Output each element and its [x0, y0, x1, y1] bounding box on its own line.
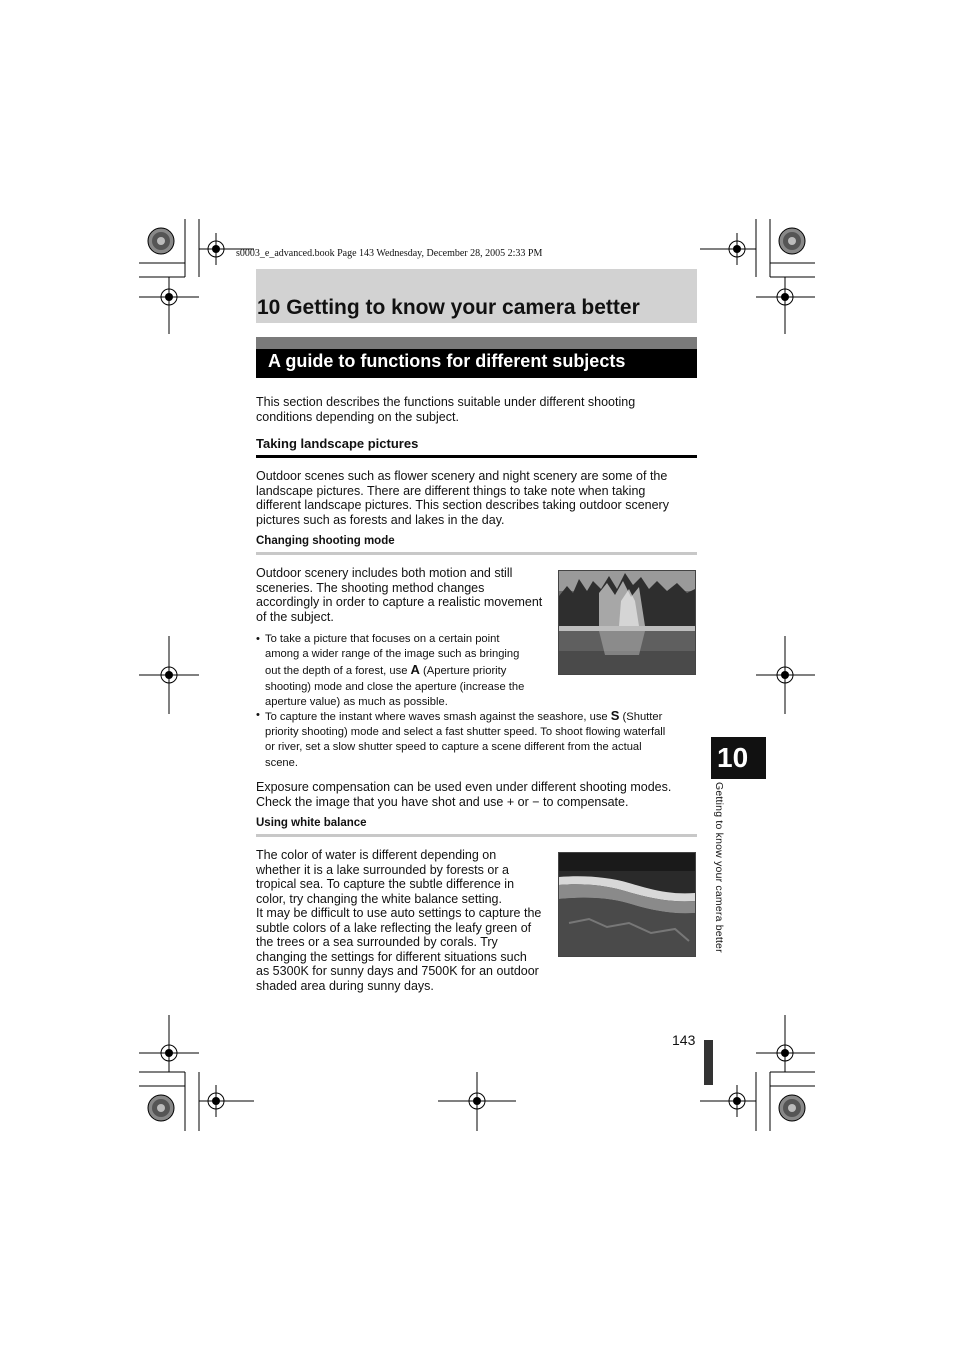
bullet-item-aperture — [256, 632, 555, 710]
forest-lake-image — [559, 571, 695, 674]
seashore-image — [559, 853, 695, 956]
landscape-paragraph — [256, 469, 669, 527]
exposure-paragraph — [256, 780, 671, 809]
subheading-rule — [256, 834, 697, 837]
bullet-line: scene. — [265, 756, 298, 769]
paragraph-line: subtle colors of a lake reflecting the leafy green of — [256, 920, 532, 935]
paragraph-line: shaded area during sunny days. — [256, 978, 434, 993]
bullet-dot: • — [256, 633, 260, 645]
intro-paragraph — [256, 395, 635, 424]
bullet-line — [265, 662, 555, 679]
chapter-title: 10 Getting to know your camera better — [257, 296, 640, 319]
paragraph-line: Check the image that you have shot and use + or − to compensate. — [256, 794, 629, 809]
bullet-dot: • — [256, 709, 260, 721]
paragraph-line: as 5300K for sunny days and 7500K for an outdoor — [256, 964, 539, 978]
book-header-line: s0003_e_advanced.book Page 143 Wednesday, December 28, 2005 2:33 PM — [236, 248, 543, 259]
heading-rule — [256, 455, 697, 458]
bullet-line: aperture value) as much as possible. — [265, 695, 448, 708]
shooting-mode-heading: Changing shooting mode — [256, 535, 395, 547]
paragraph-line: whether it is a lake surrounded by forests or a — [256, 862, 509, 877]
bullet-line: priority shooting) mode and select a fast shutter speed. To shoot flowing waterfall — [265, 726, 666, 739]
paragraph-line: color, try changing the white balance setting. — [256, 891, 502, 906]
shooting-mode-paragraph — [256, 566, 542, 624]
paragraph-line: sceneries. The shooting method changes — [256, 580, 485, 595]
paragraph-line: tropical sea. To capture the subtle difference in — [256, 877, 515, 891]
bullet-line: shooting) mode and close the aperture (increase the — [265, 680, 525, 693]
bullet-item-shutter — [256, 708, 705, 771]
paragraph-line: of the subject. — [256, 609, 334, 624]
bullet-text: To capture the instant where waves smash against the seashore, use — [265, 711, 611, 723]
paragraph-line: The color of water is different depending on — [256, 848, 497, 862]
bullet-line: or river, set a slow shutter speed to capture a scene different from the actual — [265, 741, 642, 754]
bullet-text: (Aperture priority — [419, 665, 507, 678]
paragraph-line: the trees or a sea surrounded by corals. Try — [256, 935, 498, 949]
intro-line: conditions depending on the subject. — [256, 409, 459, 424]
bullet-text: out the depth of a forest, use — [265, 665, 411, 678]
chapter-side-tab-number: 10 — [717, 742, 749, 773]
bullet-text: (Shutter — [619, 711, 663, 723]
paragraph-line: pictures such as forests and lakes in the day. — [256, 512, 505, 527]
bullet-line — [265, 708, 705, 725]
white-balance-heading: Using white balance — [256, 817, 367, 829]
chapter-side-tab-text: Getting to know your camera better — [713, 782, 725, 953]
page-number: 143 — [672, 1032, 696, 1048]
bullet-line: among a wider range of the image such as bringing — [265, 648, 520, 661]
paragraph-line: different landscape pictures. This section describes taking outdoor scenery — [256, 498, 669, 512]
paragraph-line: Outdoor scenery includes both motion and still — [256, 566, 513, 580]
paragraph-line: Exposure compensation can be used even under different shooting modes. — [256, 780, 672, 794]
white-balance-paragraph — [256, 848, 541, 993]
aperture-mode-letter: A — [410, 662, 420, 678]
shutter-mode-letter: S — [610, 708, 620, 723]
paragraph-line: landscape pictures. There are different things to take note when taking — [256, 483, 646, 498]
paragraph-line: It may be difficult to use auto settings to capture the — [256, 906, 542, 920]
section-bar-accent — [256, 337, 697, 349]
landscape-heading: Taking landscape pictures — [256, 436, 419, 451]
paragraph-line: changing the settings for different situations such — [256, 949, 527, 964]
subheading-rule — [256, 552, 697, 555]
page-number-bar — [704, 1040, 713, 1085]
intro-line: This section describes the functions suitable under different shooting — [256, 395, 636, 409]
bullet-line: To take a picture that focuses on a certain point — [265, 633, 500, 645]
paragraph-line: Outdoor scenes such as flower scenery and night scenery are some of the — [256, 469, 668, 483]
forest-lake-photo — [558, 570, 696, 675]
seashore-photo — [558, 852, 696, 957]
paragraph-line: accordingly in order to capture a realistic movement — [256, 595, 543, 609]
section-title: A guide to functions for different subjects — [268, 351, 626, 371]
